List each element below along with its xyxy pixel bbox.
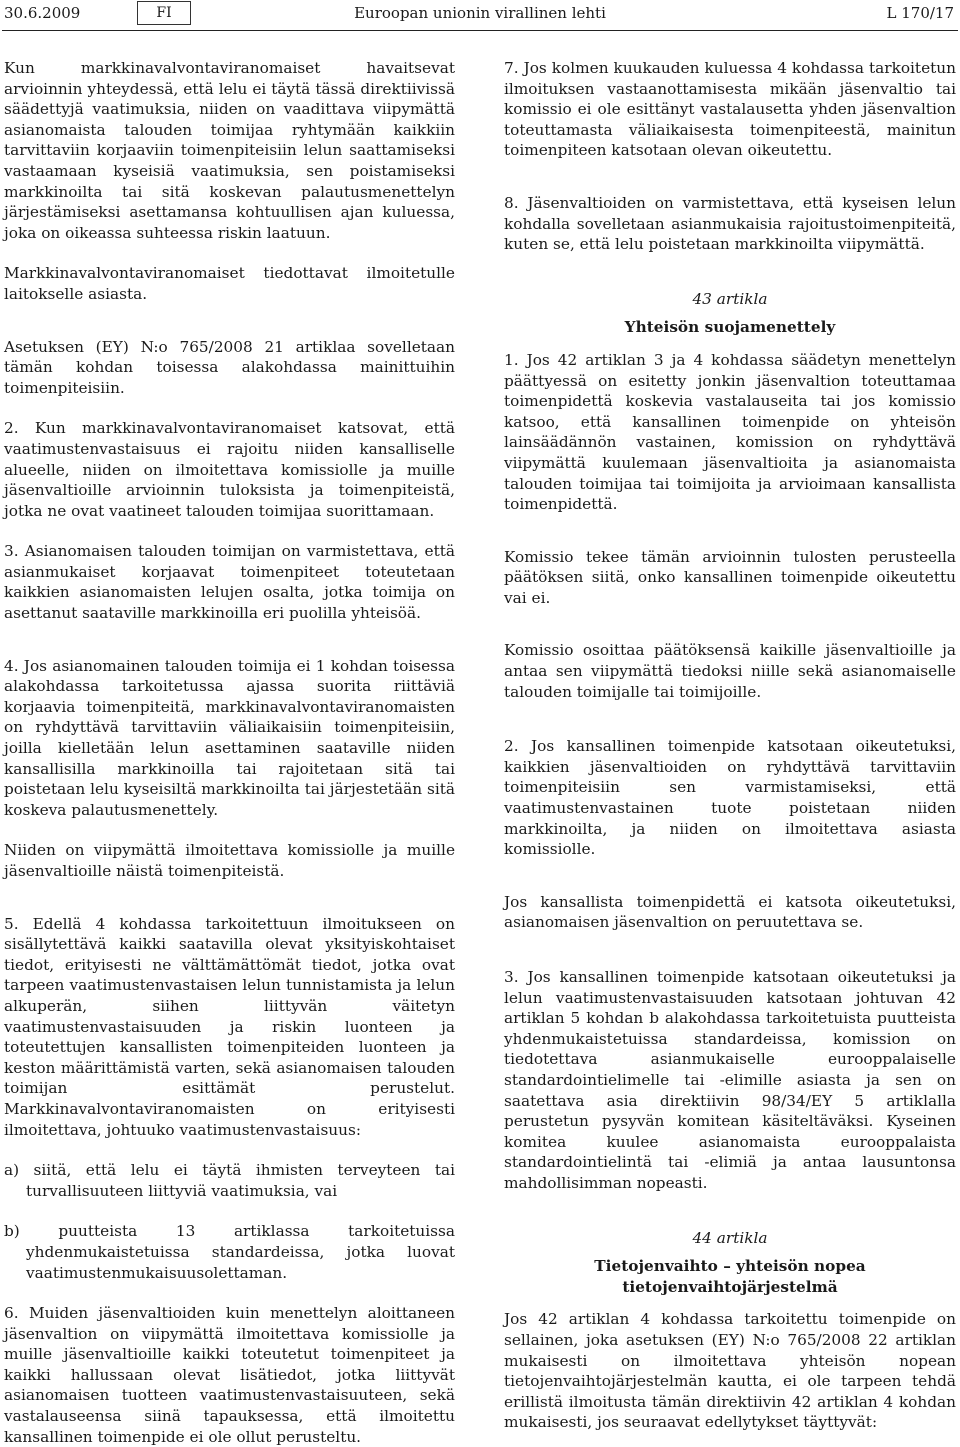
journal-title: Euroopan unionin virallinen lehti (354, 4, 606, 22)
paragraph: Kun markkinavalvontaviranomaiset havaitsevat arvioinnin yhteydessä, että lelu ei täytä tässä direktiivissä säädettyjä vaatimuksia, niiden on vaadittava viipymättä asianomaista talouden toimijaa ryhtymään kaikkiin tarvittaviin korjaaviin toimenpiteisiin lelun saattamiseksi vastaamaan kyseisiä vaatimuksia, sen poistamiseksi markkinoilta tai sitä koskevan palautusmenettelyn järjestämiseksi asettamansa kohtuullisen ajan kuluessa, joka on oikeassa suhteessa riskin laatuun. (4, 59, 455, 242)
paragraph: 3. Jos kansallinen toimenpide katsotaan oikeutetuksi ja lelun vaatimustenvastaisuuden katsotaan johtuvan 42 artiklan 5 kohdan b alakohdassa tarkoitetuista puutteista yhdenmukaistetuissa standardeissa, komission on tiedotettava asianmukaiselle eurooppalaiselle standardointielimelle tai -elimille asiasta ja sen on saatettava asia direktiivin 98/34/EY 5 artiklalla perustetun pysyvän komitean käsiteltäväksi. Kyseinen komitea kuulee asianomaista eurooppalaista standardointielintä tai -elimiä ja antaa lausuntonsa mahdollisimman nopeasti. (504, 968, 956, 1192)
paragraph: 3. Asianomaisen talouden toimijan on varmistettava, että asianmukaiset korjaavat toimenpiteet toteutetaan kaikkien asianomaisten lelujen osalta, jotka toimija on asettanut saataville markkinoilla eri puolilla yhteisöä. (4, 542, 455, 623)
list-item: b) puutteista 13 artiklassa tarkoitetuissa yhdenmukaistetuissa standardeissa, jotka luovat vaatimustenmukaisuusolettaman. (4, 1222, 455, 1282)
page-reference: L 170/17 (886, 4, 954, 22)
article-title: Tietojenvaihto – yhteisön nopea tietojenvaihtojärjestelmä (594, 1257, 866, 1296)
paragraph: Niiden on viipymättä ilmoitettava komissiolle ja muille jäsenvaltioille näistä toimenpiteistä. (4, 841, 455, 880)
right-column (504, 58, 956, 1433)
language-badge: FI (137, 1, 191, 25)
paragraph: 5. Edellä 4 kohdassa tarkoitettuun ilmoitukseen on sisällytettävä kaikki saatavilla olevat yksityiskohtaiset tiedot, erityisesti ne välttämättömät tiedot, jotka ovat tarpeen vaatimustenvastaisen lelun tunnistamista ja lelun alkuperän, siihen liittyvän väitetyn vaatimustenvastaisuuden ja riskin luonteen ja toteutettujen kansallisten toimenpiteiden luonteen ja keston määrittämistä varten, sekä asianomaisen talouden toimijan esittämät perustelut. Markkinavalvontaviranomaisten on erityisesti ilmoitettava, johtuuko vaatimustenvastaisuus: (4, 914, 455, 1139)
header-divider (2, 30, 958, 31)
article-title: Yhteisön suojamenettely (624, 318, 836, 337)
left-column (4, 58, 455, 1447)
paragraph: 4. Jos asianomainen talouden toimija ei 1 kohdan toisessa alakohdassa tarkoitetussa ajassa suorita riittäviä korjaavia toimenpiteitä, markkinavalvontaviranomaisten on ryhdyttävä tarvittaviin väliaikaisiin toimenpiteisiin, joilla kielletään lelun asettaminen saataville niiden kansallisilla markkinoilla tai rajoitetaan sitä tai poistetaan lelu kyseisiltä markkinoilta tai järjestetään sitä koskeva palautusmenettely. (4, 656, 455, 819)
list-item: a) siitä, että lelu ei täytä ihmisten terveyteen tai turvallisuuteen liittyviä vaatimuksia, vai (4, 1161, 455, 1200)
page-header (0, 0, 960, 26)
paragraph: Jos kansallista toimenpidettä ei katsota oikeutetuksi, asianomaisen jäsenvaltion on peruutettava se. (504, 892, 956, 932)
paragraph: 6. Muiden jäsenvaltioiden kuin menettelyn aloittaneen jäsenvaltion on viipymättä ilmoitettava komissiolle ja muille jäsenvaltioille kaikki toteutetut toimenpiteet ja kaikki hallussaan olevat lisätiedot, jotka liittyvät asianomaisen tuotteen vaatimustenvastaisuuteen, sekä vastalauseensa siinä tapauksessa, että ilmoitettu kansallinen toimenpide ei ole ollut perusteltu. (4, 1304, 455, 1446)
paragraph: 2. Kun markkinavalvontaviranomaiset katsovat, että vaatimustenvastaisuus ei rajoitu niiden kansalliselle alueelle, niiden on ilmoitettava komissiolle ja muille jäsenvaltioille arvioinnin tuloksista ja toimenpiteistä, jotka ne ovat vaatineet talouden toimijaa suorittamaan. (4, 419, 455, 520)
paragraph: Jos 42 artiklan 4 kohdassa tarkoitettu toimenpide on sellainen, joka asetuksen (EY) N:o 765/2008 22 artiklan mukaisesti on ilmoitettava yhteisön nopean tietojenvaihtojärjestelmän kautta, ei ole tarpeen tehdä erillistä ilmoitusta tämän direktiivin 42 artiklan 4 kohdan mukaisesti, jos seuraavat edellytykset täyttyvät: (504, 1310, 956, 1432)
paragraph: Komissio tekee tämän arvioinnin tulosten perusteella päätöksen siitä, onko kansallinen toimenpide oikeutettu vai ei. (504, 547, 956, 607)
publication-date: 30.6.2009 (4, 4, 81, 22)
paragraph: Asetuksen (EY) N:o 765/2008 21 artiklaa sovelletaan tämän kohdan toisessa alakohdassa mainittuihin toimenpiteisiin. (4, 337, 455, 397)
article-number: 44 artikla (692, 1228, 768, 1247)
paragraph: 2. Jos kansallinen toimenpide katsotaan oikeutetuksi, kaikkien jäsenvaltioiden on ryhdyttävä tarvittaviin toimenpiteisiin sen varmistamiseksi, että vaatimustenvastainen tuote poistetaan niiden markkinoilta, ja niiden on ilmoitettava asiasta komissiolle. (504, 737, 956, 859)
paragraph: Markkinavalvontaviranomaiset tiedottavat ilmoitetulle laitokselle asiasta. (4, 264, 455, 303)
paragraph: 8. Jäsenvaltioiden on varmistettava, että kyseisen lelun kohdalla sovelletaan asianmukaisia rajoitustoimenpiteitä, kuten se, että lelu poistetaan markkinoilta viipymättä. (504, 193, 956, 254)
paragraph: Komissio osoittaa päätöksensä kaikille jäsenvaltioille ja antaa sen viipymättä tiedoksi niille sekä asianomaiselle talouden toimijalle tai toimijoille. (504, 641, 956, 701)
paragraph: 1. Jos 42 artiklan 3 ja 4 kohdassa säädetyn menettelyn päättyessä on esitetty jonkin jäsenvaltion toteuttamaa toimenpidettä koskevia vastalauseita tai jos komissio katsoo, että kansallinen toimenpide on yhteisön lainsäädännön vastainen, komission on ryhdyttävä viipymättä kuulemaan jäsenvaltioita ja asianomaista talouden toimijaa tai toimijoita ja arvioimaan kansallista toimenpidettä. (504, 350, 956, 514)
paragraph: 7. Jos kolmen kuukauden kuluessa 4 kohdassa tarkoitetun ilmoituksen vastaanottamisesta mikään jäsenvaltio tai komissio ei ole esittänyt vastalausetta yhden jäsenvaltion toteuttamasta väliaikaisesta toimenpiteestä, mainitun toimenpiteen katsotaan olevan oikeutettu. (504, 59, 956, 160)
article-number: 43 artikla (692, 289, 768, 308)
